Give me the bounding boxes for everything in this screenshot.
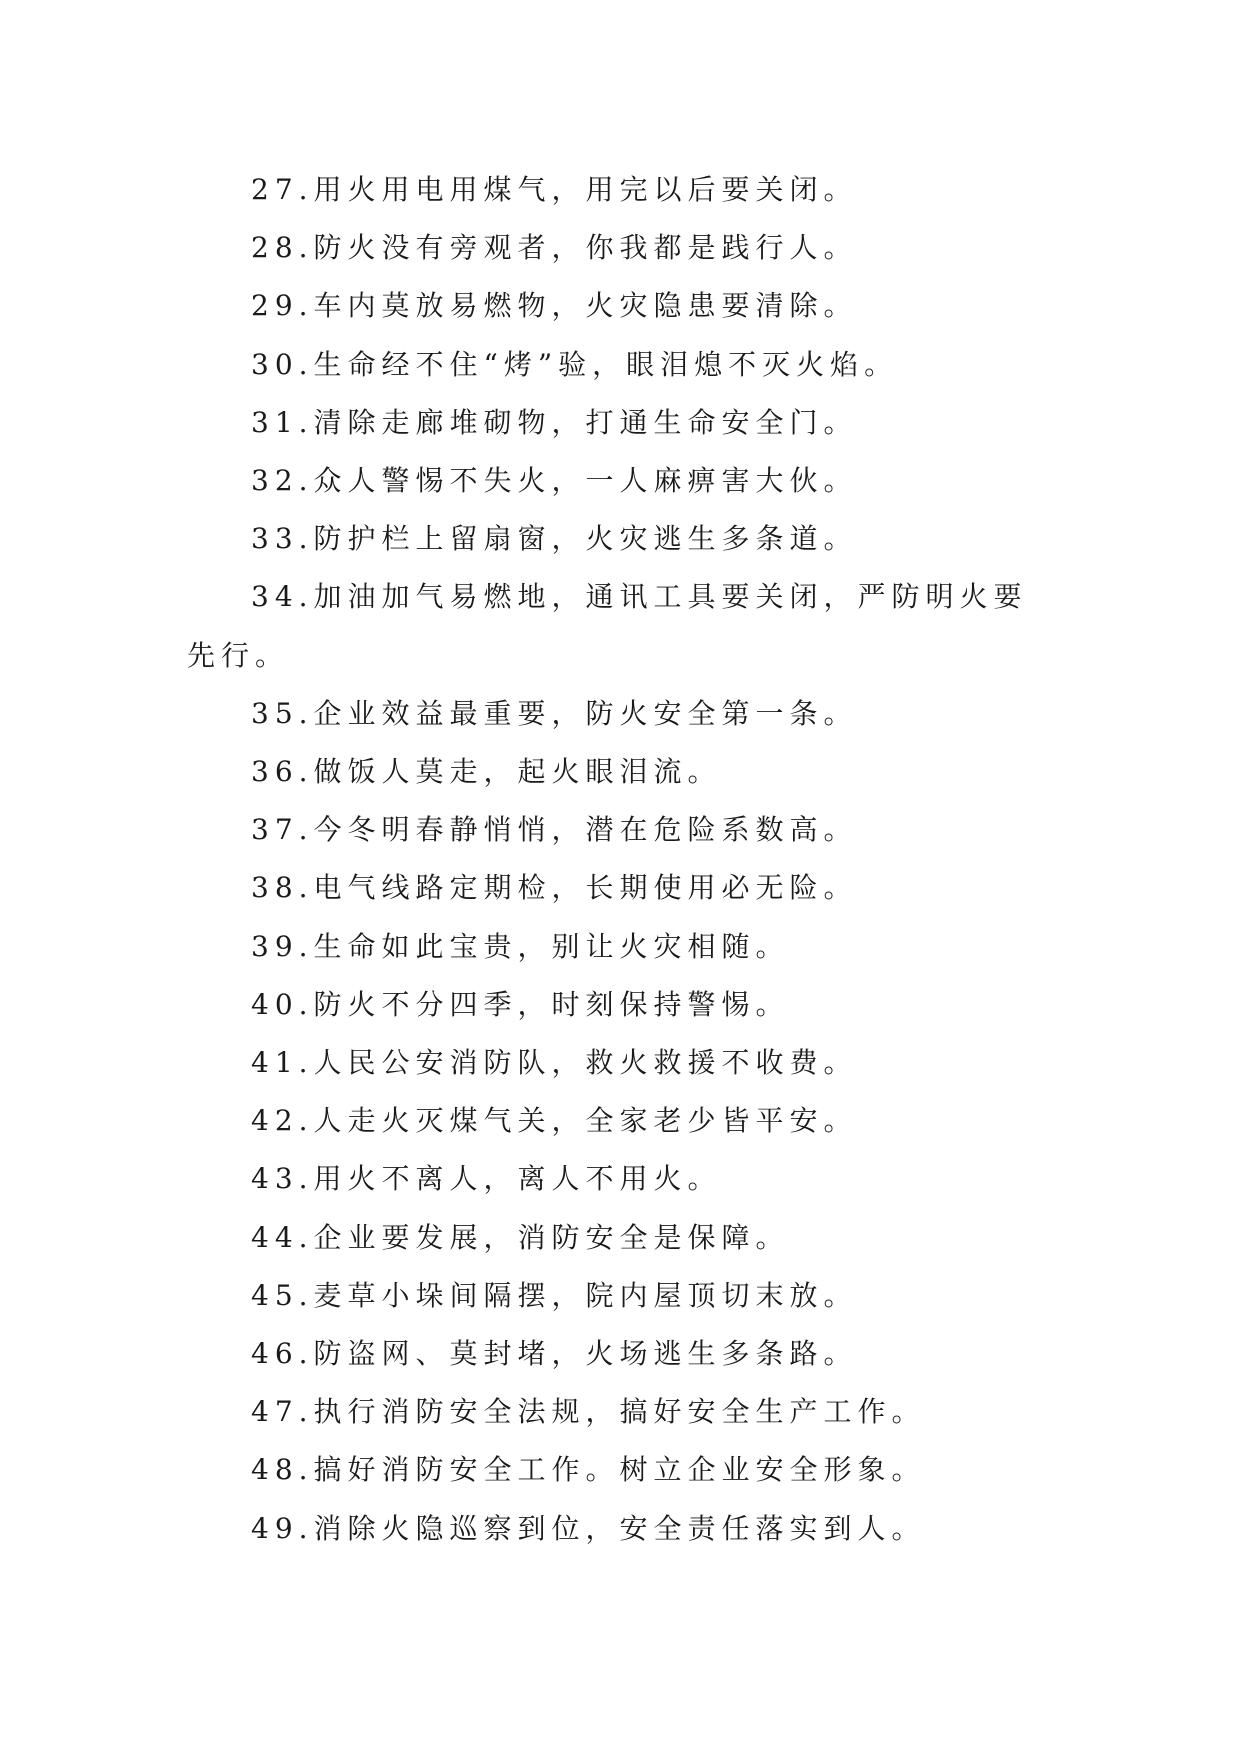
slogan-43: 43.用火不离人，离人不用火。: [251, 1162, 722, 1196]
slogan-41: 41.人民公安消防队，救火救援不收费。: [251, 1046, 858, 1080]
slogan-29: 29.车内莫放易燃物，火灾隐患要清除。: [251, 289, 858, 323]
slogan-28: 28.防火没有旁观者，你我都是践行人。: [251, 231, 858, 265]
slogan-42: 42.人走火灭煤气关，全家老少皆平安。: [251, 1104, 858, 1138]
slogan-34: 34.加油加气易燃地，通讯工具要关闭，严防明火要先行。: [187, 580, 1028, 672]
slogan-31: 31.清除走廊堆砌物，打通生命安全门。: [251, 405, 858, 439]
slogan-33: 33.防护栏上留扇窗，火灾逃生多条道。: [251, 522, 858, 556]
slogan-40: 40.防火不分四季，时刻保持警惕。: [251, 987, 790, 1021]
slogan-27: 27.用火用电用煤气，用完以后要关闭。: [251, 173, 858, 206]
slogan-45: 45.麦草小垛间隔摆，院内屋顶切末放。: [251, 1278, 858, 1312]
slogan-47: 47.执行消防安全法规，搞好安全生产工作。: [251, 1395, 926, 1429]
slogan-32: 32.众人警惕不失火，一人麻痹害大伙。: [251, 464, 858, 498]
slogan-35: 35.企业效益最重要，防火安全第一条。: [251, 696, 858, 730]
slogan-48: 48.搞好消防安全工作。树立企业安全形象。: [251, 1453, 926, 1487]
slogan-46: 46.防盗网、莫封堵，火场逃生多条路。: [251, 1337, 858, 1371]
slogan-44: 44.企业要发展，消防安全是保障。: [251, 1220, 790, 1254]
slogan-30: 30.生命经不住“烤”验，眼泪熄不灭火焰。: [251, 347, 899, 381]
slogan-37: 37.今冬明春静悄悄，潜在危险系数高。: [251, 813, 858, 847]
document-body: [187, 161, 1057, 1558]
slogan-39: 39.生命如此宝贵，别让火灾相随。: [251, 929, 790, 963]
slogan-36: 36.做饭人莫走，起火眼泪流。: [251, 755, 722, 789]
slogan-49: 49.消除火隐巡察到位，安全责任落实到人。: [251, 1511, 926, 1545]
slogan-38: 38.电气线路定期检，长期使用必无险。: [251, 871, 858, 905]
